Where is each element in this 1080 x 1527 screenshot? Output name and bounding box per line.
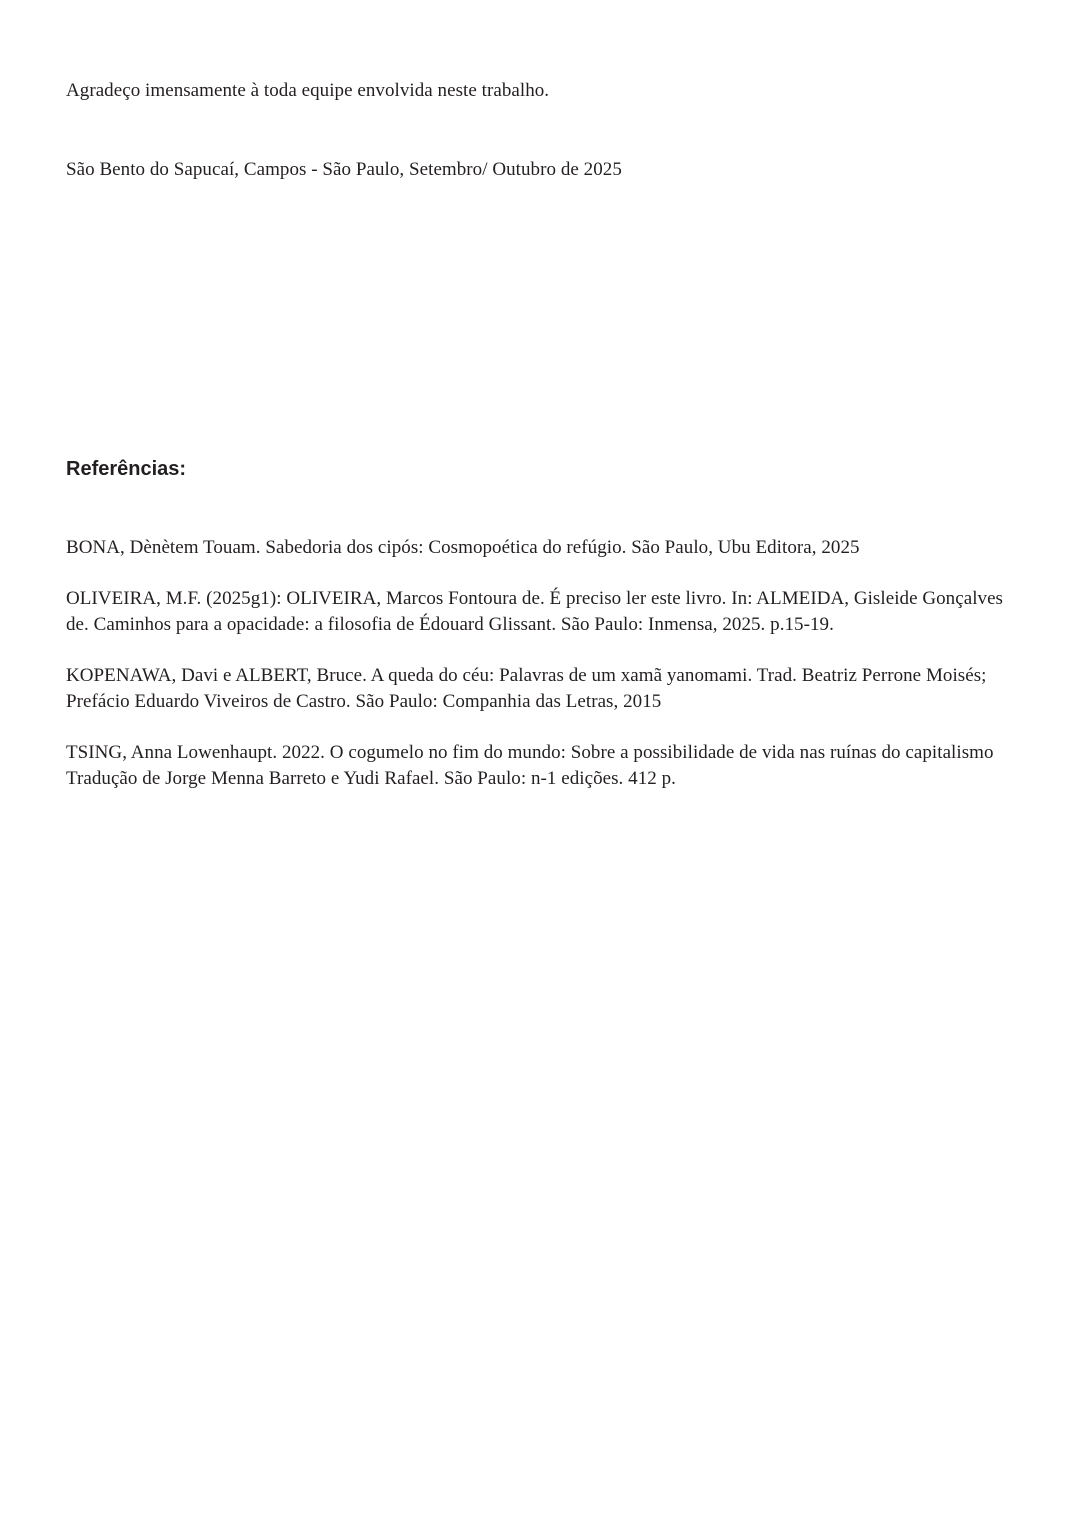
references-list [66, 535, 1011, 817]
reference-item-bona: BONA, Dènètem Touam. Sabedoria dos cipós: Cosmopoética do refúgio. São Paulo, Ubu Editora, 2025 [66, 537, 860, 558]
reference-item-tsing: TSING, Anna Lowenhaupt. 2022. O cogumelo no fim do mundo: Sobre a possibilidade de vida nas ruínas do capitalismo Tradução de Jorge Menna Barreto e Yudi Rafael. São Paulo: n-1 edições. 412 p. [66, 742, 994, 789]
place-date-text: São Bento do Sapucaí, Campos - São Paulo, Setembro/ Outubro de 2025 [66, 159, 622, 180]
references-heading: Referências: [66, 458, 187, 480]
acknowledgement-text: Agradeço imensamente à toda equipe envolvida neste trabalho. [66, 80, 550, 101]
reference-item-oliveira: OLIVEIRA, M.F. (2025g1): OLIVEIRA, Marcos Fontoura de. É preciso ler este livro. In: ALMEIDA, Gisleide Gonçalves de. Caminhos para a opacidade: a filosofia de Édouard Glissant. São Paulo: Inmensa, 2025. p.15-19. [66, 588, 1003, 635]
reference-item-kopenawa: KOPENAWA, Davi e ALBERT, Bruce. A queda do céu: Palavras de um xamã yanomami. Trad. Beatriz Perrone Moisés; Prefácio Eduardo Viveiros de Castro. São Paulo: Companhia das Letras, 2015 [66, 665, 987, 712]
